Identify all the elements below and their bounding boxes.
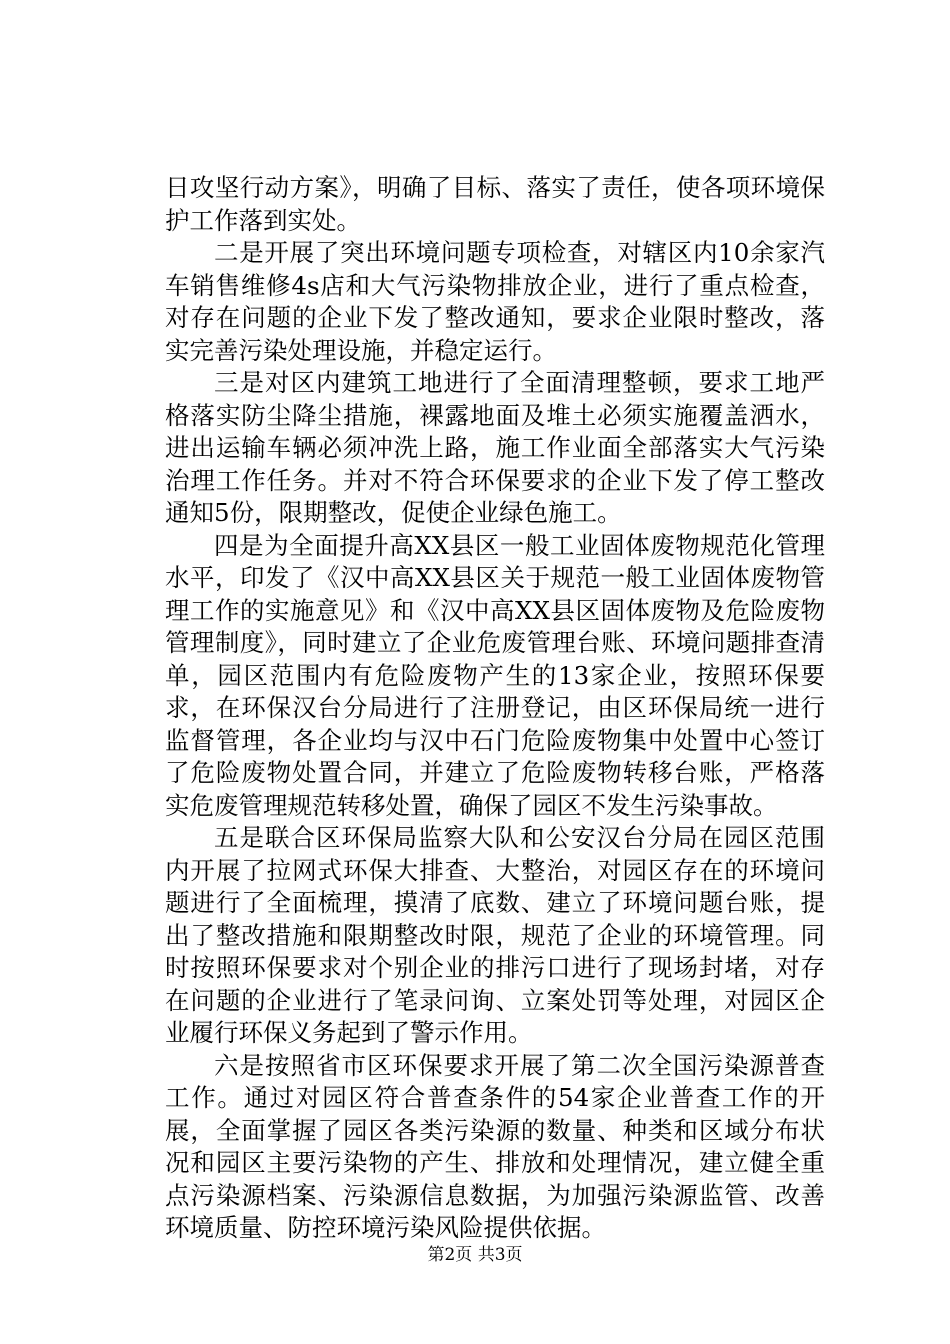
paragraph-item-2: 二是开展了突出环境问题专项检查，对辖区内10余家汽车销售维修4s店和大气污染物排放企业，进行了重点检查，对存在问题的企业下发了整改通知，要求企业限时整改，落实完善污染处理设施，并稳定运行。 [165,238,825,365]
paragraph-continuation: 日攻坚行动方案》，明确了目标、落实了责任，使各项环境保护工作落到实处。 [165,173,825,235]
document-body [165,172,825,1245]
paragraph-item-6: 六是按照省市区环保要求开展了第二次全国污染源普查工作。通过对园区符合普查条件的54家企业普查工作的开展，全面掌握了园区各类污染源的数量、种类和区域分布状况和园区主要污染物的产生、排放和处理情况，建立健全重点污染源档案、污染源信息数据，为加强污染源监管、改善环境质量、防控环境污染风险提供依据。 [165,1050,825,1242]
paragraph-item-4: 四是为全面提升高XX县区一般工业固体废物规范化管理水平，印发了《汉中高XX县区关于规范一般工业固体废物管理工作的实施意见》和《汉中高XX县区固体废物及危险废物管理制度》，同时建立了企业危废管理台账、环境问题排查清单，园区范围内有危险废物产生的13家企业，按照环保要求，在环保汉台分局进行了注册登记，由区环保局统一进行监督管理，各企业均与汉中石门危险废物集中处置中心签订了危险废物处置合同，并建立了危险废物转移台账，严格落实危废管理规范转移处置，确保了园区不发生污染事故。 [165,530,825,820]
paragraph-item-5: 五是联合区环保局监察大队和公安汉台分局在园区范围内开展了拉网式环保大排查、大整治，对园区存在的环境问题进行了全面梳理，摸清了底数、建立了环境问题台账，提出了整改措施和限期整改时限，规范了企业的环境管理。同时按照环保要求对个别企业的排污口进行了现场封堵，对存在问题的企业进行了笔录问询、立案处罚等处理，对园区企业履行环保义务起到了警示作用。 [165,823,825,1047]
paragraph-item-3: 三是对区内建筑工地进行了全面清理整顿，要求工地严格落实防尘降尘措施，裸露地面及堆土必须实施覆盖洒水，进出运输车辆必须冲洗上路，施工作业面全部落实大气污染治理工作任务。并对不符合环保要求的企业下发了停工整改通知5份，限期整改，促使企业绿色施工。 [165,368,825,527]
page-footer: 第2页 共3页 [427,1245,523,1265]
